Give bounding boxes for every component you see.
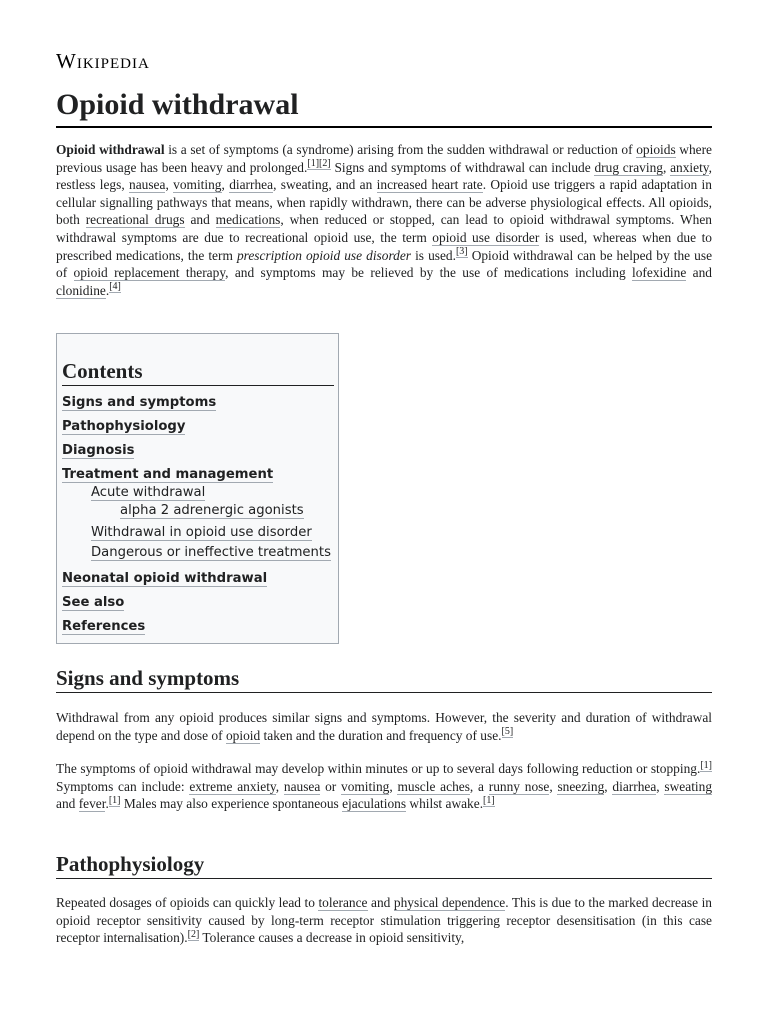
text: is used, whereas when due to prescribed medications, the term: [56, 229, 713, 263]
citation-link[interactable]: [5]: [501, 726, 514, 738]
toc-item-dangerous-treatments[interactable]: [91, 544, 331, 561]
text: ,: [656, 778, 665, 794]
text: and: [686, 265, 712, 281]
text: Symptoms can include:: [56, 778, 190, 794]
text: is used.: [411, 247, 456, 263]
citation-link[interactable]: [2]: [319, 158, 331, 170]
page-title: Opioid withdrawal: [56, 86, 712, 128]
toc-heading: Contents: [62, 358, 334, 386]
text: is a set of symptoms (a syndrome) arising from the sudden withdrawal or reduction of: [164, 142, 637, 157]
citation-1[interactable]: [307, 158, 319, 170]
text: and: [184, 212, 216, 228]
link-sneezing[interactable]: sneezing: [557, 778, 605, 794]
section-heading-signs-and-symptoms: Signs and symptoms: [56, 665, 712, 693]
toc-item-alpha-2-adrenergic-agonists[interactable]: [120, 502, 304, 519]
toc-item-neonatal-opioid-withdrawal[interactable]: [62, 570, 267, 587]
citation-2[interactable]: [188, 929, 200, 941]
link-diarrhea[interactable]: diarrhea: [229, 177, 274, 193]
toc-item-treatment-and-management[interactable]: [62, 466, 273, 483]
text: .: [105, 282, 110, 298]
toc-label: References: [62, 619, 146, 634]
signs-paragraph-1: [56, 709, 712, 744]
text: ,: [604, 778, 613, 794]
citation-5[interactable]: [502, 726, 514, 738]
toc-item-references[interactable]: [62, 618, 145, 635]
toc-item-pathophysiology[interactable]: [62, 418, 185, 435]
link-extreme-anxiety[interactable]: extreme anxiety: [189, 778, 276, 794]
link-physical-dependence[interactable]: physical dependence: [393, 895, 506, 910]
text: ,: [662, 159, 671, 175]
link-clonidine[interactable]: clonidine: [56, 282, 106, 298]
text: . Opioid use triggers a rapid adaptation in cellular signalling pathways that means, when rapidly withdrawn, there can be adverse physiological effects. All opioids, both: [56, 177, 712, 228]
citation-link[interactable]: [1]: [307, 158, 320, 170]
text: ,: [549, 778, 558, 794]
text: , and symptoms may be relieved by the use of medications including: [225, 265, 632, 281]
section-heading-pathophysiology: Pathophysiology: [56, 851, 712, 879]
toc-label: Signs and symptoms: [62, 395, 217, 410]
italic-term: prescription opioid use disorder: [236, 247, 412, 263]
link-nausea[interactable]: nausea: [283, 778, 321, 794]
text: and: [56, 796, 79, 812]
toc-label: Withdrawal in opioid use disorder: [91, 525, 312, 540]
toc-label: Pathophysiology: [62, 419, 186, 434]
table-of-contents: [56, 333, 339, 644]
citation-4[interactable]: [109, 281, 121, 293]
text: The symptoms of opioid withdrawal may develop within minutes or up to several days following reduction or stopping.: [56, 761, 701, 776]
link-vomiting[interactable]: vomiting: [173, 177, 222, 193]
text: where previous usage has been heavy and prolonged.: [56, 142, 713, 175]
citation-link[interactable]: [1]: [700, 759, 712, 771]
link-tolerance[interactable]: tolerance: [318, 895, 368, 910]
link-fever[interactable]: fever: [78, 796, 106, 812]
link-opioids[interactable]: opioids: [636, 142, 676, 157]
link-muscle-aches[interactable]: muscle aches: [397, 778, 470, 794]
citation-1[interactable]: [700, 760, 712, 772]
link-anxiety[interactable]: anxiety: [670, 159, 709, 175]
toc-item-diagnosis[interactable]: [62, 442, 134, 459]
citation-1[interactable]: [109, 795, 121, 807]
toc-label: alpha 2 adrenergic agonists: [120, 503, 304, 518]
signs-paragraph-2: [56, 760, 712, 813]
wikipedia-logo[interactable]: [56, 49, 150, 73]
toc-label: Treatment and management: [62, 467, 274, 482]
link-runny-nose[interactable]: runny nose: [488, 778, 550, 794]
citation-link[interactable]: [4]: [109, 281, 121, 293]
link-opioid[interactable]: opioid: [225, 727, 261, 743]
link-opioid-replacement-therapy[interactable]: opioid replacement therapy: [73, 265, 226, 281]
link-vomiting[interactable]: vomiting: [341, 778, 390, 794]
toc-label: Dangerous or ineffective treatments: [91, 545, 331, 560]
text: , restless legs,: [56, 159, 712, 193]
link-recreational-drugs[interactable]: recreational drugs: [85, 212, 185, 228]
text: or: [320, 778, 341, 794]
link-opioid-use-disorder[interactable]: opioid use disorder: [432, 229, 540, 245]
toc-label: Diagnosis: [62, 443, 135, 458]
toc-label: Neonatal opioid withdrawal: [62, 571, 268, 586]
text: Withdrawal from any opioid produces similar signs and symptoms. However, the severity and duration of withdrawal depend on the type and dose of: [56, 710, 712, 743]
logo-text: Wikipedia: [56, 49, 150, 73]
citation-link[interactable]: [1]: [483, 794, 495, 806]
text: Opioid withdrawal can be helped by the use of: [56, 247, 713, 281]
text: whilst awake.: [406, 796, 484, 812]
text: .: [105, 796, 109, 812]
text: ,: [165, 177, 174, 193]
text: Tolerance causes a decrease in opioid sensitivity,: [199, 930, 465, 946]
text: Males may also experience spontaneous: [120, 796, 343, 812]
text: , sweating, and an: [273, 177, 377, 193]
text: ,: [221, 177, 230, 193]
citation-link[interactable]: [3]: [455, 246, 468, 258]
toc-item-acute-withdrawal[interactable]: [91, 484, 205, 501]
citation-link[interactable]: [1]: [108, 794, 121, 806]
text: ,: [389, 778, 398, 794]
patho-paragraph-1: [56, 894, 712, 947]
toc-label: See also: [62, 595, 125, 610]
toc-item-see-also[interactable]: [62, 594, 124, 611]
text: and: [367, 895, 394, 910]
citation-2[interactable]: [319, 158, 331, 170]
citation-1[interactable]: [483, 795, 495, 807]
text: ,: [275, 778, 284, 794]
citation-3[interactable]: [456, 246, 468, 258]
link-drug-craving[interactable]: drug craving: [594, 159, 663, 175]
link-lofexidine[interactable]: lofexidine: [632, 265, 687, 281]
toc-label: Acute withdrawal: [91, 485, 206, 500]
text: taken and the duration and frequency of use.: [260, 727, 502, 743]
text: . This is due to the marked decrease in opioid receptor sensitivity caused by long-term receptor stimulation triggering receptor desensitisation (in this case receptor internalisation).: [56, 895, 713, 946]
link-sweating[interactable]: sweating: [664, 778, 713, 794]
lead-term: Opioid withdrawal: [56, 142, 165, 157]
citation-link[interactable]: [2]: [187, 928, 200, 940]
text: , a: [469, 778, 489, 794]
link-ejaculations[interactable]: ejaculations: [342, 796, 407, 812]
link-medications[interactable]: medications: [215, 212, 281, 228]
link-increased-heart-rate[interactable]: increased heart rate: [376, 177, 483, 193]
text: Repeated dosages of opioids can quickly lead to: [56, 895, 319, 910]
link-nausea[interactable]: nausea: [129, 177, 166, 193]
lead-paragraph: [56, 141, 712, 299]
link-diarrhea[interactable]: diarrhea: [612, 778, 657, 794]
text: Signs and symptoms of withdrawal can include: [330, 159, 595, 175]
toc-item-signs-and-symptoms[interactable]: [62, 394, 216, 411]
text: , when reduced or stopped, can lead to opioid withdrawal symptoms. When withdrawal symptoms are due to recreational opioid use, the term: [56, 212, 713, 245]
toc-item-withdrawal-in-oud[interactable]: [91, 524, 312, 541]
